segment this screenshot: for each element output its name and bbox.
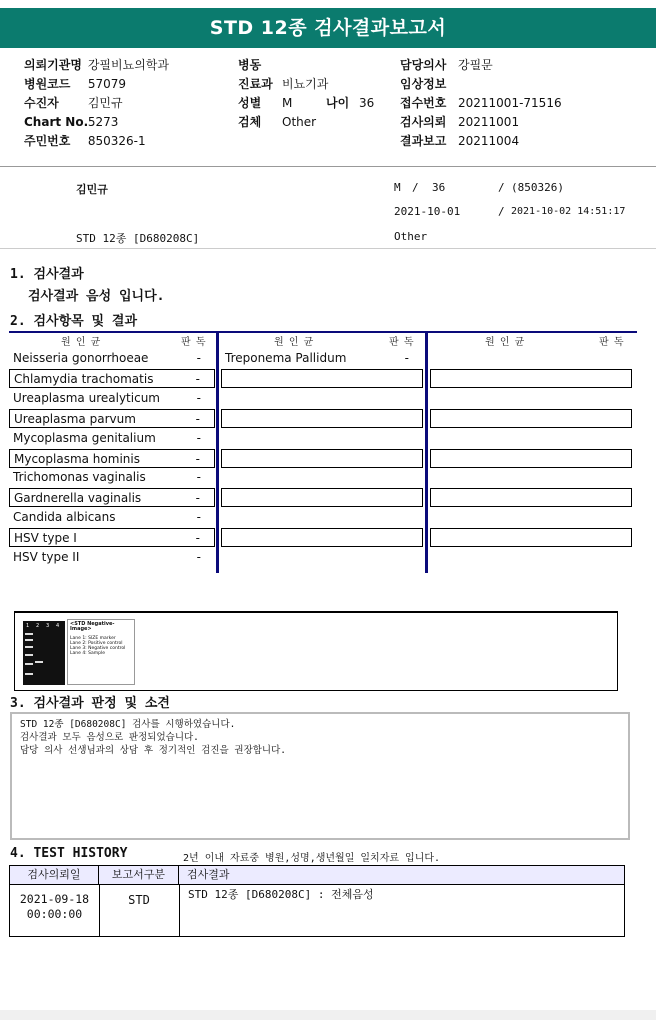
result-row: Trichomonas vaginalis - (13, 470, 201, 484)
gel-image: 1 2 3 4 (23, 621, 65, 685)
result-row: Neisseria gonorrhoeae - (13, 351, 201, 365)
section3-title: 3. 검사결과 판정 및 소견 (10, 696, 170, 711)
header-left: 의뢰기관명 강필비뇨의학과 병원코드 57079 수진자 김민규 Chart No. 5273 주민번호 850326-1 (24, 58, 169, 148)
report-date: 20211004 (458, 134, 520, 148)
divider (0, 248, 656, 249)
empty-row (430, 528, 632, 547)
request-date: 20211001 (458, 115, 520, 129)
summary-specimen: Other (394, 230, 428, 243)
summary-separator: / (412, 181, 419, 194)
age: 36 (359, 96, 375, 110)
column-divider (425, 331, 428, 573)
empty-row (430, 409, 632, 428)
section1-title: 1. 검사결과 (10, 267, 84, 282)
result-row: Chlamydia trachomatis - (9, 369, 215, 388)
chart-no: 5273 (87, 115, 119, 129)
summary-test: STD 12종 [D680208C] (76, 232, 200, 245)
summary-date-received: 2021-10-01 (394, 205, 461, 218)
specimen: Other (282, 115, 317, 129)
empty-row (221, 449, 423, 468)
receipt-no: 20211001-71516 (458, 96, 562, 110)
section4-title: 4. TEST HISTORY (10, 846, 128, 861)
report-title: STD 12종 검사결과보고서 (0, 8, 656, 48)
empty-row (430, 449, 632, 468)
table-top-rule (9, 331, 637, 333)
summary-sex: M (394, 181, 401, 194)
summary-dob: (850326) (511, 181, 564, 194)
col-head-pathogen: 원 인 균 (61, 337, 102, 348)
empty-row (221, 528, 423, 547)
result-row: Gardnerella vaginalis - (9, 488, 215, 507)
result-row: Mycoplasma genitalium - (13, 431, 201, 445)
history-type: STD (128, 893, 150, 907)
institution: 강필비뇨의학과 (87, 58, 169, 72)
result-row: HSV type II - (13, 550, 201, 564)
result-row: Ureaplasma parvum - (9, 409, 215, 428)
gel-image-panel (14, 611, 618, 691)
col-head-result: 판 독 (599, 337, 625, 348)
col-head-result: 판 독 (181, 337, 207, 348)
divider (0, 166, 656, 167)
summary-date-reported: 2021-10-02 14:51:17 (511, 206, 626, 217)
empty-row (221, 369, 423, 388)
col-head-pathogen: 원 인 균 (485, 337, 526, 348)
gel-legend: <STD Negative-Image> Lane 1: SIZE marker Lane 2: Positive control Lane 3: Negative control Lane 4: Sample (67, 619, 135, 685)
history-header-type: 보고서구분 (99, 866, 179, 884)
divider (10, 884, 624, 885)
empty-row (221, 488, 423, 507)
history-note: 2년 이내 자료중 병원,성명,생년월일 일치자료 입니다. (183, 853, 441, 864)
empty-row (430, 488, 632, 507)
result-row: Ureaplasma urealyticum - (13, 391, 201, 405)
divider (179, 884, 180, 936)
history-header-result: 검사결과 (179, 866, 624, 884)
summary-name: 김민규 (76, 183, 108, 196)
result-row: Treponema Pallidum - (225, 351, 409, 365)
result-row: HSV type I - (9, 528, 215, 547)
empty-row (221, 409, 423, 428)
col-head-pathogen: 원 인 균 (274, 337, 315, 348)
history-date: 2021-09-18 00:00:00 (19, 892, 90, 921)
summary-age: 36 (432, 181, 446, 194)
result-row: Candida albicans - (13, 510, 201, 524)
divider (99, 884, 100, 936)
empty-row (430, 369, 632, 388)
section1-text: 검사결과 음성 입니다. (28, 289, 165, 304)
summary-separator: / (498, 205, 505, 218)
resident-no: 850326-1 (87, 134, 146, 148)
department: 비뇨기과 (282, 77, 329, 91)
results-table (9, 331, 637, 573)
header-right: 담당의사 강필문 임상정보 접수번호 20211001-71516 검사의뢰 20211001 결과보고 20211004 (400, 58, 562, 148)
section2-title: 2. 검사항목 및 결과 (10, 314, 138, 329)
result-row: Mycoplasma hominis - (9, 449, 215, 468)
header-middle: 병동 진료과 비뇨기과 성별 M 나이 36 검체 Other (238, 58, 375, 129)
sex: M (282, 96, 293, 110)
hospital-code: 57079 (87, 77, 127, 91)
history-table (9, 865, 625, 937)
summary-separator: / (498, 181, 505, 194)
doctor: 강필문 (458, 58, 493, 72)
col-head-result: 판 독 (389, 337, 415, 348)
receiver-name: 김민규 (87, 96, 123, 110)
history-result: STD 12종 [D680208C] : 전체음성 (188, 888, 374, 901)
history-header-date: 검사의뢰일 (10, 866, 99, 884)
opinion-box: STD 12종 [D680208C] 검사를 시행하였습니다. 검사결과 모두 음성으로 판정되었습니다. 담당 의사 선생님과의 상담 후 정기적인 검진을 권장합니다. (10, 712, 630, 840)
column-divider (216, 331, 219, 573)
